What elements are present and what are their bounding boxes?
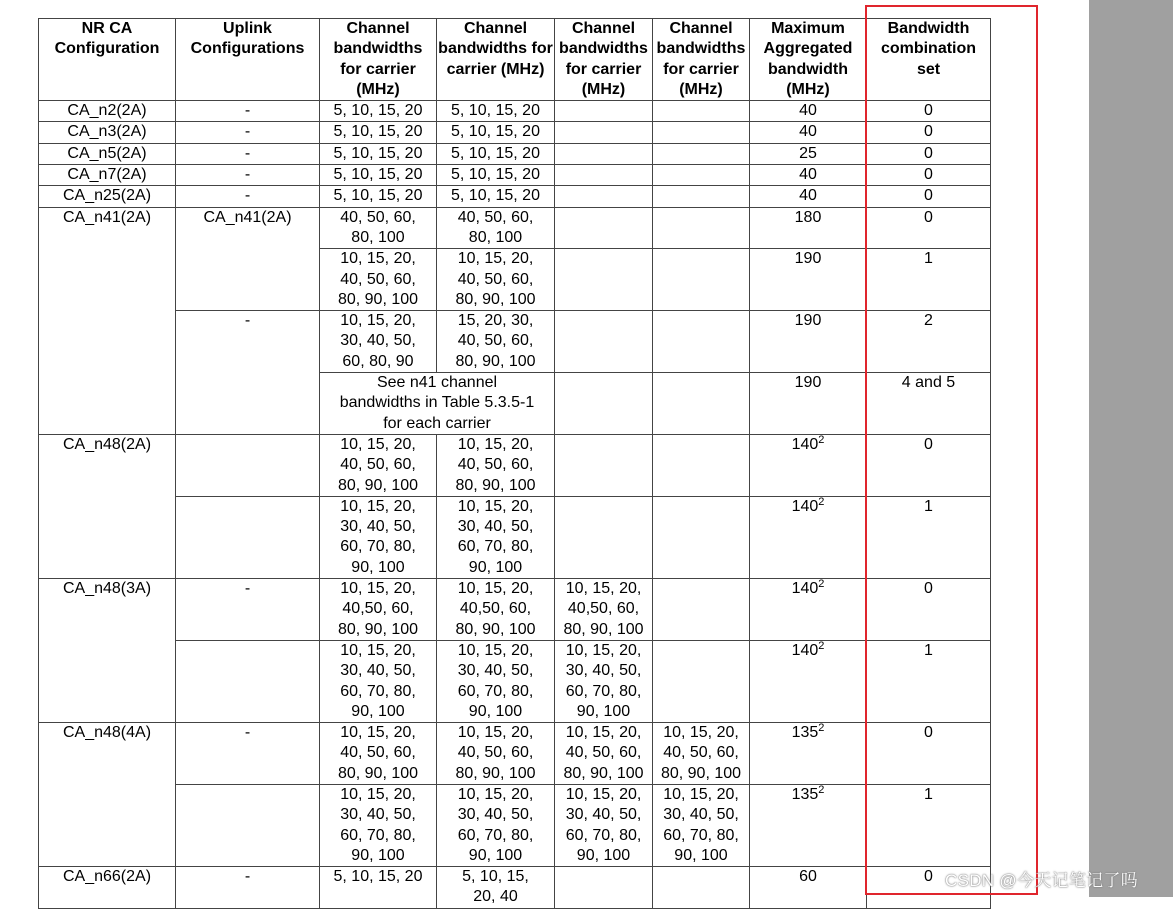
cell-carrier-3: 10, 15, 20, 40,50, 60, 80, 90, 100 bbox=[555, 579, 653, 641]
cell-uplink: - bbox=[176, 122, 320, 143]
cell-max-bw bbox=[750, 784, 867, 866]
cell-uplink: - bbox=[176, 723, 320, 785]
cell-carrier-4 bbox=[653, 165, 750, 186]
cell-max-bw bbox=[750, 434, 867, 496]
cell-config: CA_n41(2A) bbox=[39, 207, 176, 434]
cell-config: CA_n48(3A) bbox=[39, 579, 176, 723]
cell-max-bw: 180 bbox=[750, 207, 867, 249]
cell-carrier-2: 5, 10, 15, 20 bbox=[437, 165, 555, 186]
cell-carrier-3 bbox=[555, 434, 653, 496]
cell-carrier-1: 5, 10, 15, 20 bbox=[320, 143, 437, 164]
max-bw-value: 135 bbox=[791, 724, 819, 742]
csdn-watermark: CSDN @今天记笔记了吗 bbox=[945, 871, 1139, 890]
cell-set: 1 bbox=[867, 784, 991, 866]
cell-carrier-4: 10, 15, 20, 30, 40, 50, 60, 70, 80, 90, 100 bbox=[653, 784, 750, 866]
cell-config: CA_n2(2A) bbox=[39, 101, 176, 122]
cell-carrier-3: 10, 15, 20, 30, 40, 50, 60, 70, 80, 90, 100 bbox=[555, 784, 653, 866]
cell-set: 4 and 5 bbox=[867, 373, 991, 435]
table-container bbox=[38, 18, 991, 909]
cell-max-bw: 190 bbox=[750, 249, 867, 311]
cell-config: CA_n5(2A) bbox=[39, 143, 176, 164]
cell-carrier-3 bbox=[555, 122, 653, 143]
cell-carrier-4 bbox=[653, 101, 750, 122]
cell-carrier-2: 10, 15, 20, 40,50, 60, 80, 90, 100 bbox=[437, 579, 555, 641]
cell-max-bw: 40 bbox=[750, 186, 867, 207]
cell-carrier-4 bbox=[653, 186, 750, 207]
cell-config: CA_n3(2A) bbox=[39, 122, 176, 143]
cell-carrier-3 bbox=[555, 496, 653, 578]
cell-carrier-3 bbox=[555, 311, 653, 373]
cell-carrier-2: 15, 20, 30, 40, 50, 60, 80, 90, 100 bbox=[437, 311, 555, 373]
cell-set: 0 bbox=[867, 122, 991, 143]
cell-carrier-1: 5, 10, 15, 20 bbox=[320, 186, 437, 207]
cell-uplink bbox=[176, 434, 320, 496]
cell-max-bw bbox=[750, 496, 867, 578]
cell-carrier-1: 40, 50, 60, 80, 100 bbox=[320, 207, 437, 249]
cell-config: CA_n7(2A) bbox=[39, 165, 176, 186]
cell-carrier-1: 10, 15, 20, 30, 40, 50, 60, 70, 80, 90, 100 bbox=[320, 640, 437, 722]
cell-max-bw: 40 bbox=[750, 101, 867, 122]
cell-carrier-4: 10, 15, 20, 40, 50, 60, 80, 90, 100 bbox=[653, 723, 750, 785]
table-row bbox=[39, 101, 991, 122]
cell-uplink: - bbox=[176, 101, 320, 122]
table-row bbox=[39, 496, 991, 578]
cell-carrier-2: 10, 15, 20, 30, 40, 50, 60, 70, 80, 90, 100 bbox=[437, 496, 555, 578]
nr-ca-table bbox=[38, 18, 991, 909]
cell-carrier-2: 10, 15, 20, 30, 40, 50, 60, 70, 80, 90, 100 bbox=[437, 640, 555, 722]
cell-carrier-3: 10, 15, 20, 40, 50, 60, 80, 90, 100 bbox=[555, 723, 653, 785]
cell-carrier-3 bbox=[555, 165, 653, 186]
max-bw-value: 140 bbox=[791, 497, 819, 515]
cell-carrier-3 bbox=[555, 373, 653, 435]
cell-carrier-3 bbox=[555, 867, 653, 909]
cell-carrier-3: 10, 15, 20, 30, 40, 50, 60, 70, 80, 90, 100 bbox=[555, 640, 653, 722]
cell-set: 1 bbox=[867, 496, 991, 578]
table-row bbox=[39, 186, 991, 207]
table-row bbox=[39, 723, 991, 785]
cell-uplink: - bbox=[176, 311, 320, 435]
max-bw-value: 140 bbox=[791, 641, 819, 659]
cell-carrier-4 bbox=[653, 496, 750, 578]
cell-carrier-1: 10, 15, 20, 30, 40, 50, 60, 70, 80, 90, 100 bbox=[320, 496, 437, 578]
cell-carrier-2: 10, 15, 20, 40, 50, 60, 80, 90, 100 bbox=[437, 249, 555, 311]
max-bw-value: 135 bbox=[791, 785, 819, 803]
footnote-marker: 2 bbox=[818, 496, 825, 508]
cell-carrier-1: 10, 15, 20, 40, 50, 60, 80, 90, 100 bbox=[320, 249, 437, 311]
cell-set: 0 bbox=[867, 867, 991, 909]
footnote-marker: 2 bbox=[818, 640, 825, 652]
cell-carrier-4 bbox=[653, 579, 750, 641]
cell-carrier-2: 10, 15, 20, 40, 50, 60, 80, 90, 100 bbox=[437, 723, 555, 785]
cell-carrier-4 bbox=[653, 867, 750, 909]
cell-config: CA_n25(2A) bbox=[39, 186, 176, 207]
cell-carrier-4 bbox=[653, 373, 750, 435]
header-nr-ca-configuration: NR CA Configuration bbox=[39, 19, 176, 101]
cell-carrier-4 bbox=[653, 434, 750, 496]
cell-carrier-2: 5, 10, 15, 20, 40 bbox=[437, 867, 555, 909]
cell-config: CA_n48(2A) bbox=[39, 434, 176, 578]
cell-carrier-1: 10, 15, 20, 40, 50, 60, 80, 90, 100 bbox=[320, 434, 437, 496]
header-carrier-1-bandwidths: Channel bandwidths for carrier (MHz) bbox=[320, 19, 437, 101]
header-carrier-3-bandwidths: Channel bandwidths for carrier (MHz) bbox=[555, 19, 653, 101]
cell-carrier-3 bbox=[555, 207, 653, 249]
cell-uplink bbox=[176, 496, 320, 578]
table-row bbox=[39, 311, 991, 373]
table-row bbox=[39, 784, 991, 866]
cell-carrier-3 bbox=[555, 186, 653, 207]
cell-set: 0 bbox=[867, 723, 991, 785]
cell-max-bw: 25 bbox=[750, 143, 867, 164]
cell-config: CA_n66(2A) bbox=[39, 867, 176, 909]
cell-carrier-1: 10, 15, 20, 30, 40, 50, 60, 70, 80, 90, 100 bbox=[320, 784, 437, 866]
cell-uplink: CA_n41(2A) bbox=[176, 207, 320, 310]
table-row bbox=[39, 165, 991, 186]
cell-carrier-4 bbox=[653, 311, 750, 373]
footnote-marker: 2 bbox=[818, 578, 825, 591]
cell-max-bw: 40 bbox=[750, 122, 867, 143]
cell-set: 1 bbox=[867, 249, 991, 311]
cell-carrier-1: 5, 10, 15, 20 bbox=[320, 165, 437, 186]
cell-carrier-1: 5, 10, 15, 20 bbox=[320, 122, 437, 143]
cell-carrier-2: 10, 15, 20, 30, 40, 50, 60, 70, 80, 90, 100 bbox=[437, 784, 555, 866]
header-bandwidth-combination-set: Bandwidth combination set bbox=[867, 19, 991, 101]
cell-set: 0 bbox=[867, 207, 991, 249]
max-bw-value: 140 bbox=[791, 580, 819, 598]
cell-carrier-2: 10, 15, 20, 40, 50, 60, 80, 90, 100 bbox=[437, 434, 555, 496]
cell-uplink bbox=[176, 640, 320, 722]
cell-set: 0 bbox=[867, 186, 991, 207]
cell-carrier-1: 10, 15, 20, 30, 40, 50, 60, 80, 90 bbox=[320, 311, 437, 373]
header-carrier-2-bandwidths: Channel bandwidths for carrier (MHz) bbox=[437, 19, 555, 101]
header-max-aggregated-bandwidth: Maximum Aggregated bandwidth (MHz) bbox=[750, 19, 867, 101]
footnote-marker: 2 bbox=[818, 722, 825, 735]
cell-uplink: - bbox=[176, 165, 320, 186]
cell-carrier-1: 5, 10, 15, 20 bbox=[320, 101, 437, 122]
cell-carrier-3 bbox=[555, 249, 653, 311]
table-row bbox=[39, 640, 991, 722]
cell-carrier-1-2-merged: See n41 channel bandwidths in Table 5.3.5-1 for each carrier bbox=[320, 373, 555, 435]
footnote-marker: 2 bbox=[818, 784, 825, 796]
cell-carrier-3 bbox=[555, 143, 653, 164]
cell-carrier-2: 5, 10, 15, 20 bbox=[437, 143, 555, 164]
cell-max-bw bbox=[750, 723, 867, 785]
cell-max-bw: 60 bbox=[750, 867, 867, 909]
cell-max-bw bbox=[750, 640, 867, 722]
header-row bbox=[39, 19, 991, 101]
cell-carrier-2: 5, 10, 15, 20 bbox=[437, 122, 555, 143]
cell-carrier-2: 40, 50, 60, 80, 100 bbox=[437, 207, 555, 249]
cell-set: 1 bbox=[867, 640, 991, 722]
header-uplink-configurations: Uplink Configurations bbox=[176, 19, 320, 101]
cell-uplink bbox=[176, 784, 320, 866]
header-carrier-4-bandwidths: Channel bandwidths for carrier (MHz) bbox=[653, 19, 750, 101]
side-panel bbox=[1089, 0, 1173, 897]
table-row bbox=[39, 143, 991, 164]
cell-set: 0 bbox=[867, 143, 991, 164]
table-row bbox=[39, 434, 991, 496]
cell-uplink: - bbox=[176, 579, 320, 641]
cell-carrier-1: 10, 15, 20, 40, 50, 60, 80, 90, 100 bbox=[320, 723, 437, 785]
cell-carrier-3 bbox=[555, 101, 653, 122]
cell-carrier-4 bbox=[653, 143, 750, 164]
cell-max-bw: 190 bbox=[750, 373, 867, 435]
cell-carrier-1: 5, 10, 15, 20 bbox=[320, 867, 437, 909]
table-row bbox=[39, 207, 991, 249]
cell-set: 0 bbox=[867, 101, 991, 122]
cell-set: 2 bbox=[867, 311, 991, 373]
cell-carrier-4 bbox=[653, 640, 750, 722]
cell-set: 0 bbox=[867, 165, 991, 186]
cell-carrier-1: 10, 15, 20, 40,50, 60, 80, 90, 100 bbox=[320, 579, 437, 641]
cell-carrier-2: 5, 10, 15, 20 bbox=[437, 186, 555, 207]
table-row bbox=[39, 867, 991, 909]
cell-max-bw: 190 bbox=[750, 311, 867, 373]
cell-config: CA_n48(4A) bbox=[39, 723, 176, 867]
cell-set: 0 bbox=[867, 579, 991, 641]
cell-uplink: - bbox=[176, 867, 320, 909]
cell-uplink: - bbox=[176, 186, 320, 207]
max-bw-value: 140 bbox=[791, 435, 819, 453]
cell-set: 0 bbox=[867, 434, 991, 496]
table-row bbox=[39, 122, 991, 143]
cell-carrier-2: 5, 10, 15, 20 bbox=[437, 101, 555, 122]
cell-carrier-4 bbox=[653, 249, 750, 311]
cell-max-bw bbox=[750, 579, 867, 641]
cell-carrier-4 bbox=[653, 207, 750, 249]
footnote-marker: 2 bbox=[818, 434, 825, 446]
cell-carrier-4 bbox=[653, 122, 750, 143]
table-row bbox=[39, 579, 991, 641]
cell-max-bw: 40 bbox=[750, 165, 867, 186]
cell-uplink: - bbox=[176, 143, 320, 164]
